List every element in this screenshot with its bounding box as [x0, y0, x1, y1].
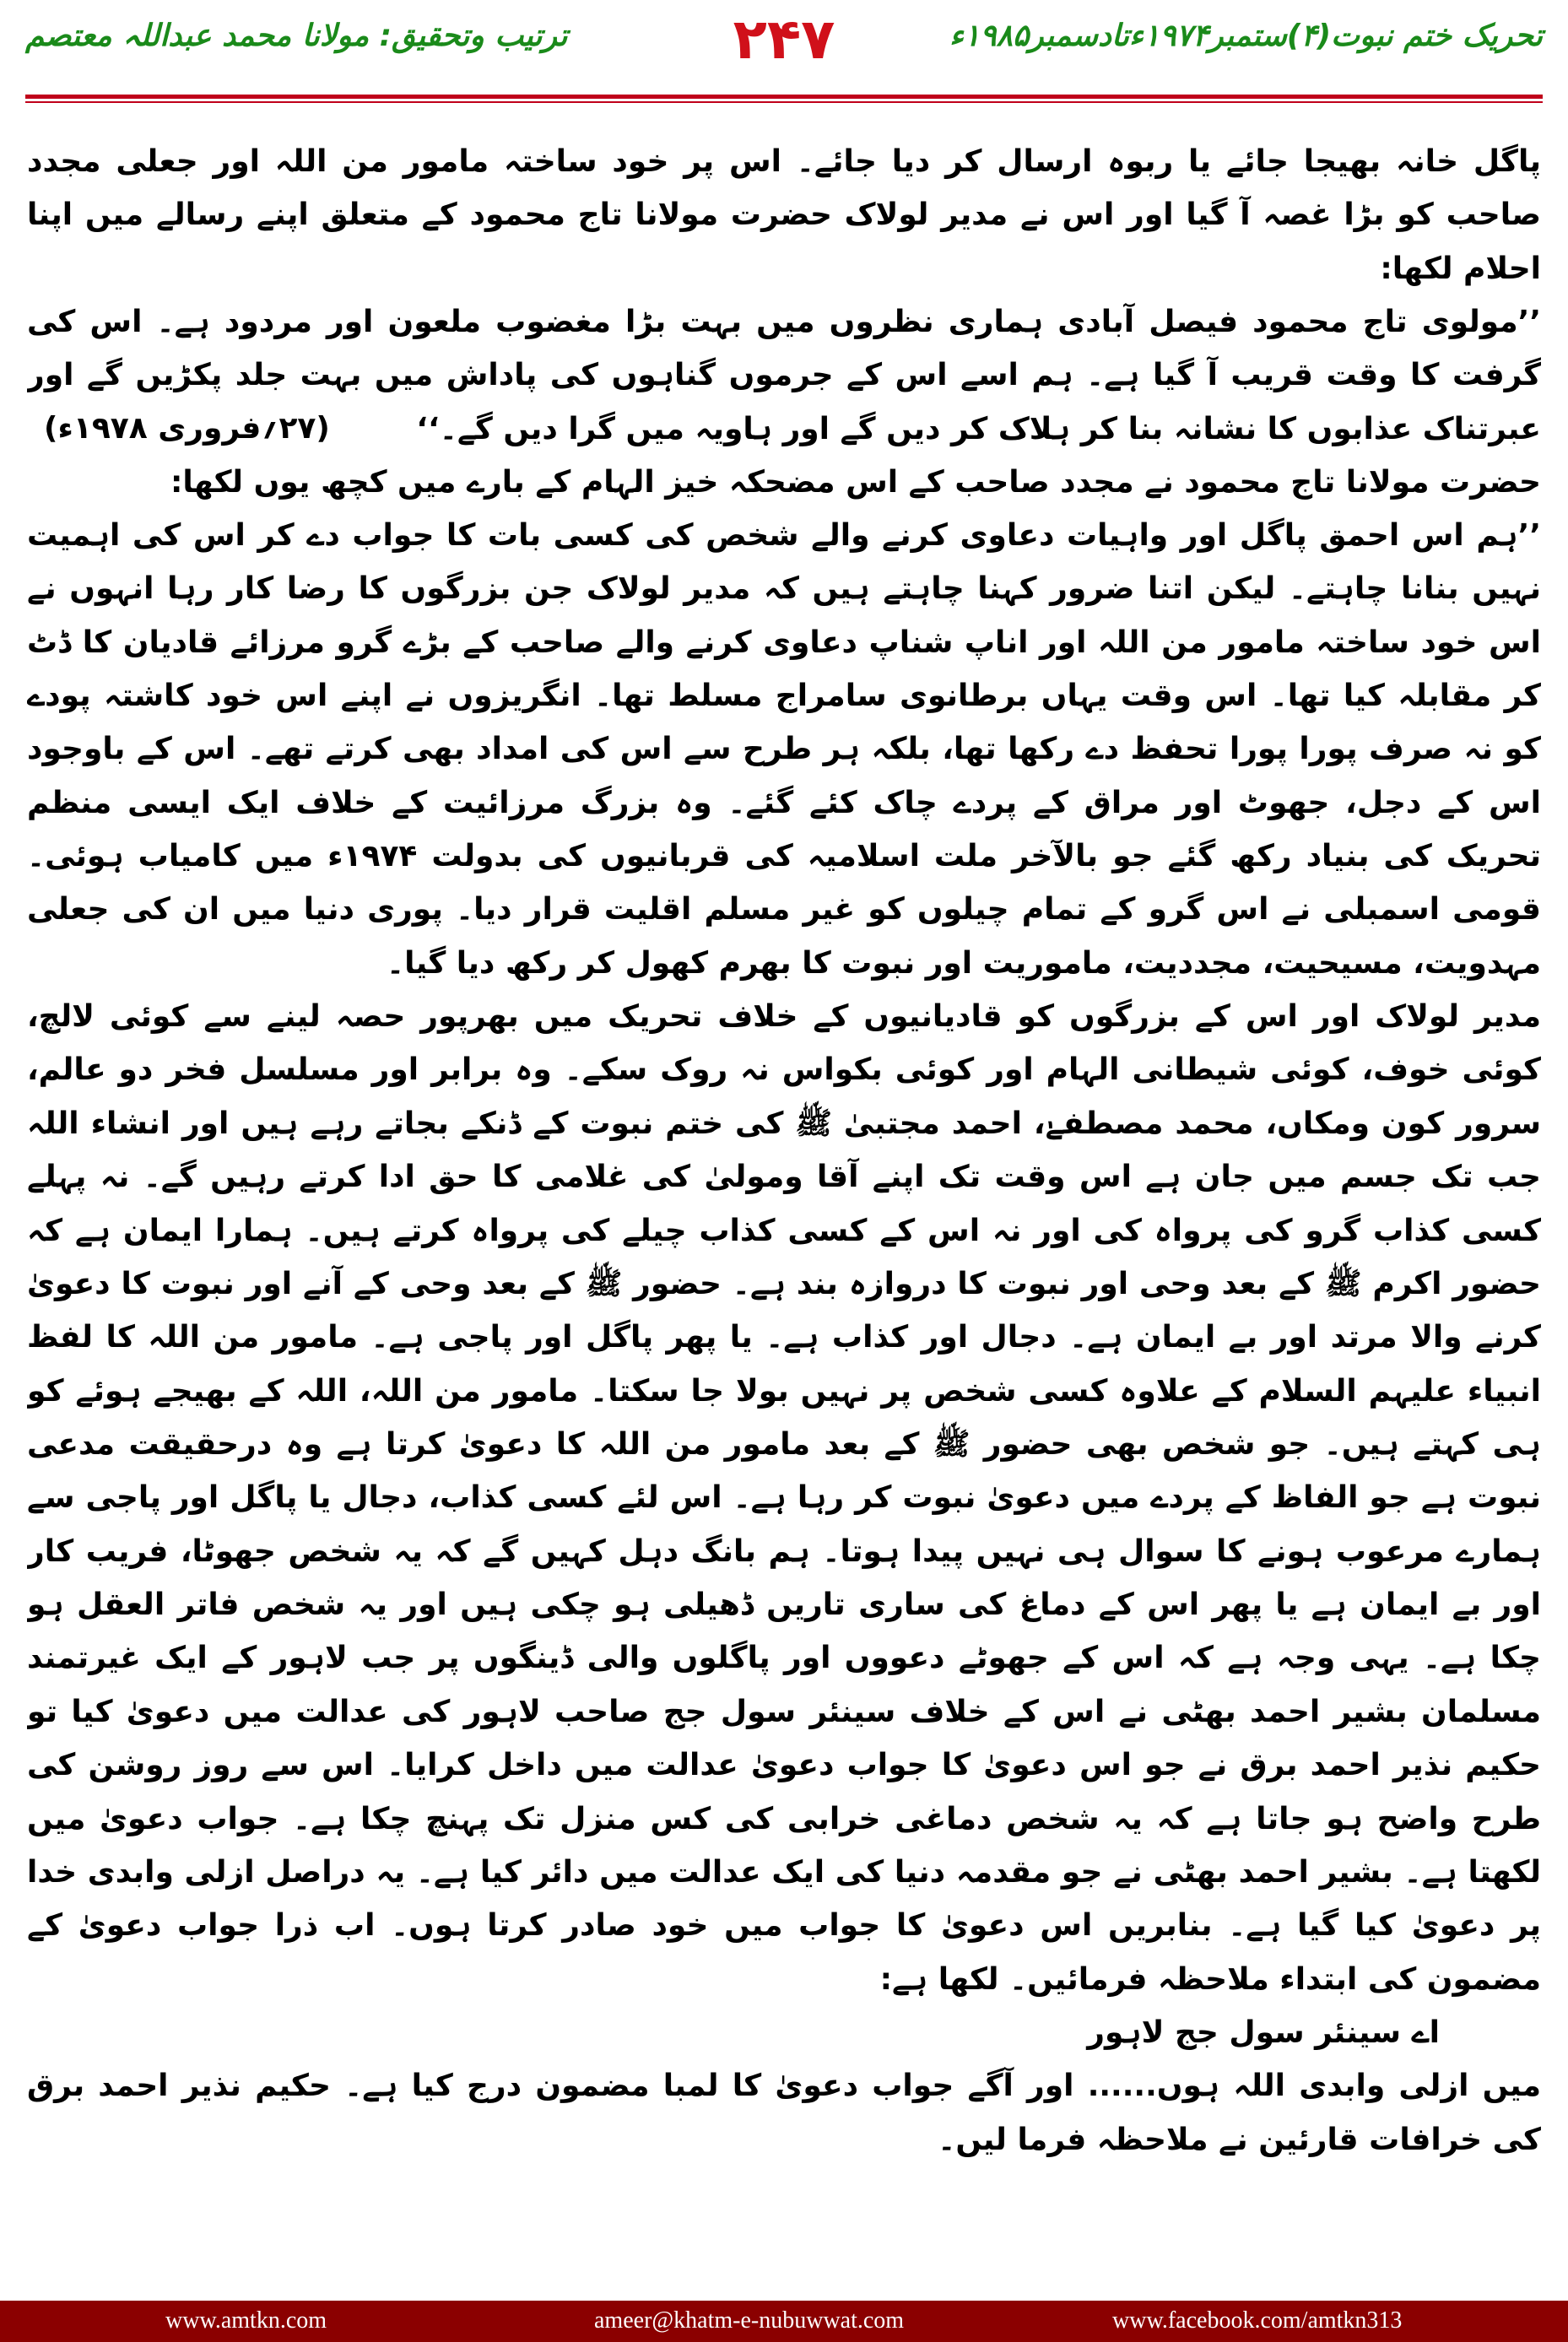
page-header [0, 0, 1568, 101]
paragraph-closing: میں ازلی وابدی اللہ ہوں...... اور آگے جواب دعویٰ کا لمبا مضمون درج کیا ہے۔ حکیم نذیر احمد برق کی خرافات قارئین نے ملاحظہ فرما لیں۔ [27, 2069, 1541, 2157]
email-link[interactable]: ameer@khatm-e-nubuwwat.com [594, 2307, 905, 2334]
paragraph-main: مدیر لولاک اور اس کے بزرگوں کو قادیانیوں کے خلاف تحریک میں بھرپور حصہ لینے سے کوئی لالچ، کوئی خوف، کوئی شیطانی الہام اور کوئی بکواس نہ روک سکے۔ وہ برابر اور مسلسل فخر دو عالم، سرور کون ومکاں، محمد مصطفےٰ، احمد مجتبیٰ ﷺ کی ختم نبوت کے ڈنکے بجاتے رہے ہیں اور انشاء اللہ جب تک جسم میں جان ہے اس وقت تک اپنے آقا ومولیٰ کی غلامی کا حق ادا کرتے رہیں گے۔ نہ پہلے کسی کذاب گرو کی پرواہ کی اور نہ اس کے کسی کذاب چیلے کی پرواہ کرتے ہیں۔ ہمارا ایمان ہے کہ حضور اکرم ﷺ کے بعد وحی اور نبوت کا دروازہ بند ہے۔ حضور ﷺ کے بعد وحی کے آنے اور نبوت کا دعویٰ کرنے والا مرتد اور بے ایمان ہے۔ دجال اور کذاب ہے۔ یا پھر پاگل اور پاجی ہے۔ مامور من اللہ کا لفظ انبیاء علیہم السلام کے علاوہ کسی شخص پر نہیں بولا جا سکتا۔ مامور من اللہ، اللہ کے بھیجے ہوئے کو ہی کہتے ہیں۔ جو شخص بھی حضور ﷺ کے بعد مامور من اللہ کا دعویٰ کرتا ہے وہ درحقیقت مدعی نبوت ہے جو الفاظ کے پردے میں دعویٰ نبوت کر رہا ہے۔ اس لئے کسی کذاب، دجال یا پاگل اور پاجی سے ہمارے مرعوب ہونے کا سوال ہی نہیں پیدا ہوتا۔ ہم بانگ دہل کہیں گے کہ یہ شخص جھوٹا، فریب کار اور بے ایمان ہے یا پھر اس کے دماغ کی ساری تاریں ڈھیلی ہو چکی ہیں اور یہ شخص فاتر العقل ہو چکا ہے۔ یہی وجہ ہے کہ اس کے جھوٹے دعووں اور پاگلوں والی ڈینگوں پر جب لاہور کے ایک غیرتمند مسلمان بشیر احمد بھٹی نے اس کے خلاف سینئر سول جج صاحب لاہور کی عدالت میں دعویٰ کیا تو حکیم نذیر احمد برق نے جو اس دعویٰ کا جواب دعویٰ عدالت میں داخل کرایا۔ اس سے روز روشن کی طرح واضح ہو جاتا ہے کہ یہ شخص دماغی خرابی کی کس منزل تک پہنچ چکا ہے۔ جواب دعویٰ میں لکھتا ہے۔ بشیر احمد بھٹی نے جو مقدمہ دنیا کی ایک عدالت میں دائر کیا ہے۔ یہ دراصل ازلی وابدی خدا پر دعویٰ کیا گیا ہے۔ بنابریں اس دعویٰ کا جواب میں خود صادر کرتا ہوں۔ اب ذرا جواب دعویٰ کے مضمون کی ابتداء ملاحظہ فرمائیں۔ لکھا ہے: [27, 999, 1541, 1997]
header-divider-thin [25, 101, 1543, 103]
salutation-line: اے سینئر سول جج لاہور [1087, 2015, 1440, 2050]
page-number: ۲۴۷ [733, 7, 835, 72]
quote-date: (۲۷؍فروری ۱۹۷۸ء) [44, 411, 330, 446]
header-divider [25, 95, 1543, 99]
quote-response: ’’ہم اس احمق پاگل اور واہیات دعاوی کرنے والے شخص کی کسی بات کا جواب دے کر اس کی اہمیت نہیں بنانا چاہتے۔ لیکن اتنا ضرور کہنا چاہتے ہیں کہ مدیر لولاک جن بزرگوں کا رضا کار رہا انہوں نے اس خود ساختہ مامور من اللہ اور اناپ شناپ دعاوی کرنے والے صاحب کے بڑے گرو مرزائے قادیان کا ڈٹ کر مقابلہ کیا تھا۔ اس وقت یہاں برطانوی سامراج مسلط تھا۔ انگریزوں نے اپنے اس خود کاشتہ پودے کو نہ صرف پورا پورا تحفظ دے رکھا تھا، بلکہ ہر طرح سے اس کی امداد بھی کرتے تھے۔ اس کے باوجود اس کے دجل، جھوٹ اور مراق کے پردے چاک کئے گئے۔ وہ بزرگ مرزائیت کے خلاف ایک ایسی منظم تحریک کی بنیاد رکھ گئے جو بالآخر ملت اسلامیہ کی قربانیوں کی بدولت ۱۹۷۴ء میں کامیاب ہوئی۔ قومی اسمبلی نے اس گرو کے تمام چیلوں کو غیر مسلم اقلیت قرار دیا۔ پوری دنیا میں ان کی جعلی مہدویت، مسیحیت، مجددیت، ماموریت اور نبوت کا بھرم کھول کر رکھ دیا گیا۔ [27, 517, 1541, 981]
paragraph-intro: پاگل خانہ بھیجا جائے یا ربوہ ارسال کر دیا جائے۔ اس پر خود ساختہ مامور من اللہ اور جعلی مجدد صاحب کو بڑا غصہ آ گیا اور اس نے مدیر لولاک حضرت مولانا تاج محمود کے متعلق اپنے رسالے میں اپنا احلام لکھا: [27, 144, 1541, 286]
website-link[interactable]: www.amtkn.com [165, 2307, 327, 2334]
page-footer [0, 2301, 1568, 2342]
facebook-link[interactable]: www.facebook.com/amtkn313 [1112, 2307, 1403, 2334]
compiler-credit: ترتیب وتحقیق: مولانا محمد عبداللہ معتصم [25, 19, 568, 53]
article-body [27, 135, 1541, 2262]
book-title: تحریک ختم نبوت(۴)ستمبر۱۹۷۴ءتادسمبر۱۹۸۵ء [949, 19, 1543, 53]
paragraph-response-intro: حضرت مولانا تاج محمود نے مجدد صاحب کے اس مضحکہ خیز الہام کے بارے میں کچھ یوں لکھا: [170, 464, 1541, 500]
quote-revelation: ’’مولوی تاج محمود فیصل آبادی ہماری نظروں میں بہت بڑا مغضوب ملعون اور مردود ہے۔ اس کی گرفت کا وقت قریب آ گیا ہے۔ ہم اسے اس کے جرموں گناہوں کی پاداش میں بہت جلد پکڑیں گے اور عبرتناک عذابوں کا نشانہ بنا کر ہلاک کر دیں گے اور ہاویہ میں گرا دیں گے۔‘‘ [27, 305, 1541, 446]
